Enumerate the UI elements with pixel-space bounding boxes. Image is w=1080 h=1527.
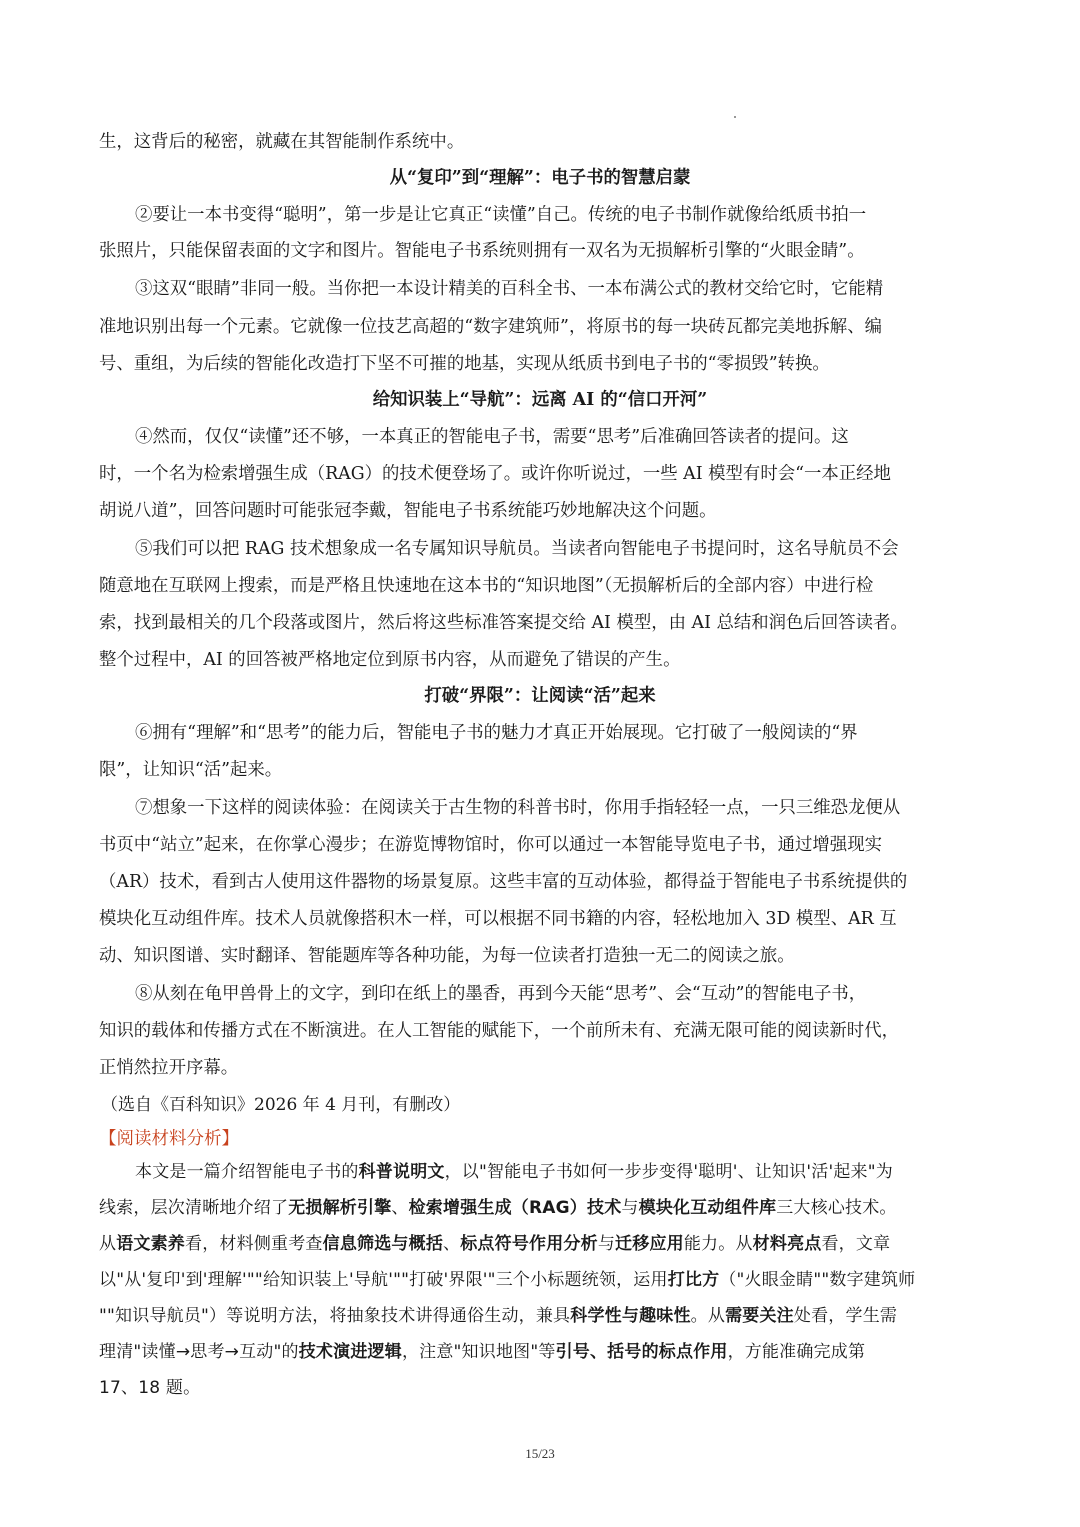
analysis-text: 处看，学生需 bbox=[793, 1306, 898, 1326]
paragraph-6-line-2: 限”，让知识“活”起来。 bbox=[99, 760, 283, 780]
analysis-title: 【阅读材料分析】 bbox=[99, 1129, 239, 1149]
analysis-text: 以"从'复印'到'理解'""给知识装上'导航'""打破'界限'"三个小标题统领，运用 bbox=[99, 1270, 668, 1290]
section-heading-1: 从“复印”到“理解”：电子书的智慧启蒙 bbox=[389, 168, 691, 188]
analysis-bold: 信息筛选与概括 bbox=[322, 1234, 444, 1254]
analysis-line-2 bbox=[99, 1196, 1080, 1220]
analysis-bold: 迁移应用 bbox=[615, 1234, 684, 1254]
analysis-line-6 bbox=[99, 1340, 1080, 1364]
paragraph-5-line-4: 整个过程中，AI 的回答被严格地定位到原书内容，从而避免了错误的产生。 bbox=[99, 650, 681, 670]
analysis-bold: 材料亮点 bbox=[752, 1234, 822, 1254]
analysis-text: 与 bbox=[597, 1234, 616, 1254]
analysis-text: 三大核心技术。 bbox=[776, 1198, 897, 1218]
paragraph-7-line-4: 模块化互动组件库。技术人员就像搭积木一样，可以根据不同书籍的内容，轻松地加入 3D 模型、AR 互 bbox=[99, 909, 897, 929]
analysis-text: 线索，层次清晰地介绍了 bbox=[99, 1198, 289, 1218]
analysis-text: ""知识导航员"）等说明方法，将抽象技术讲得通俗生动，兼具 bbox=[99, 1306, 571, 1326]
analysis-text: 理清"读懂→思考→互动"的 bbox=[99, 1342, 299, 1362]
analysis-bold: 科学性与趣味性 bbox=[570, 1306, 691, 1326]
section-heading-3: 打破“界限”：让阅读“活”起来 bbox=[424, 686, 656, 706]
analysis-text: 、 bbox=[391, 1198, 409, 1218]
paragraph-6-line-1: ⑥拥有“理解”和“思考”的能力后，智能电子书的魅力才真正开始展现。它打破了一般阅读的“界 bbox=[135, 723, 858, 743]
analysis-text: 、 bbox=[443, 1234, 461, 1254]
analysis-line-7: 17、18 题。 bbox=[99, 1378, 201, 1398]
paragraph-7-line-5: 动、知识图谱、实时翻译、智能题库等各种功能，为每一位读者打造独一无二的阅读之旅。 bbox=[99, 946, 795, 966]
paragraph-2-line-2: 张照片，只能保留表面的文字和图片。智能电子书系统则拥有一双名为无损解析引擎的“火眼金睛”。 bbox=[99, 241, 865, 261]
section-heading-2: 给知识装上“导航”：远离 AI 的“信口开河” bbox=[372, 390, 708, 410]
analysis-bold: 无损解析引擎 bbox=[288, 1198, 392, 1218]
analysis-text: 看，文章 bbox=[821, 1234, 891, 1254]
analysis-line-1 bbox=[135, 1160, 1080, 1184]
intro-tail-line: 生，这背后的秘密，就藏在其智能制作系统中。 bbox=[99, 132, 465, 152]
analysis-line-5 bbox=[99, 1304, 1080, 1328]
paragraph-7-line-3: （AR）技术，看到古人使用这件器物的场景复原。这些丰富的互动体验，都得益于智能电子书系统提供的 bbox=[99, 872, 908, 892]
paragraph-4-line-2: 时，一个名为检索增强生成（RAG）的技术便登场了。或许你听说过，一些 AI 模型有时会“一本正经地 bbox=[99, 464, 891, 484]
paragraph-3-line-2: 准地识别出每一个元素。它就像一位技艺高超的“数字建筑师”，将原书的每一块砖瓦都完美地拆解、编 bbox=[99, 317, 882, 337]
analysis-text: 与 bbox=[621, 1198, 639, 1218]
analysis-bold: 科普说明文 bbox=[358, 1162, 445, 1182]
analysis-line-4 bbox=[99, 1268, 1080, 1292]
paragraph-3-line-1: ③这双“眼睛”非同一般。当你把一本设计精美的百科全书、一本布满公式的教材交给它时，它能精 bbox=[135, 279, 884, 299]
page-number: 15/23 bbox=[525, 1446, 555, 1461]
analysis-text: 本文是一篇介绍智能电子书的 bbox=[135, 1162, 359, 1182]
analysis-bold: 技术演进逻辑 bbox=[298, 1342, 402, 1362]
analysis-bold: 检索增强生成（RAG）技术 bbox=[408, 1198, 622, 1218]
paragraph-4-line-1: ④然而，仅仅“读懂”还不够，一本真正的智能电子书，需要“思考”后准确回答读者的提问。这 bbox=[135, 427, 849, 447]
paragraph-7-line-2: 书页中“站立”起来，在你掌心漫步；在游览博物馆时，你可以通过一本智能导览电子书，通过增强现实 bbox=[99, 835, 882, 855]
paragraph-8-line-3: 正悄然拉开序幕。 bbox=[99, 1058, 239, 1078]
source-citation: （选自《百科知识》2026 年 4 月刊，有删改） bbox=[101, 1095, 461, 1115]
paragraph-4-line-3: 胡说八道”，回答问题时可能张冠李戴，智能电子书系统能巧妙地解决这个问题。 bbox=[99, 501, 717, 521]
analysis-text: ，方能准确完成第 bbox=[727, 1342, 866, 1362]
analysis-bold: 需要关注 bbox=[725, 1306, 794, 1326]
analysis-line-3 bbox=[99, 1232, 1080, 1256]
analysis-bold: 打比方 bbox=[667, 1270, 720, 1290]
paragraph-5-line-3: 索，找到最相关的几个段落或图片，然后将这些标准答案提交给 AI 模型，由 AI 总结和润色后回答读者。 bbox=[99, 613, 908, 633]
analysis-bold: 标点符号作用分析 bbox=[460, 1234, 598, 1254]
analysis-bold: 引号、括号的标点作用 bbox=[555, 1342, 728, 1362]
analysis-text: ，注意"知识地图"等 bbox=[401, 1342, 556, 1362]
analysis-bold: 模块化互动组件库 bbox=[638, 1198, 777, 1218]
paragraph-5-line-1: ⑤我们可以把 RAG 技术想象成一名专属知识导航员。当读者向智能电子书提问时，这名导航员不会 bbox=[135, 539, 899, 559]
analysis-bold: 语文素养 bbox=[116, 1234, 186, 1254]
scan-speck bbox=[734, 116, 736, 118]
paragraph-5-line-2: 随意地在互联网上搜索，而是严格且快速地在这本书的“知识地图”（无损解析后的全部内容）中进行检 bbox=[99, 576, 874, 596]
paragraph-8-line-1: ⑧从刻在龟甲兽骨上的文字，到印在纸上的墨香，再到今天能“思考”、会“互动”的智能电子书， bbox=[135, 984, 867, 1004]
analysis-text: 能力。从 bbox=[683, 1234, 753, 1254]
analysis-text: 看，材料侧重考查 bbox=[185, 1234, 323, 1254]
analysis-text: 。从 bbox=[690, 1306, 726, 1326]
paragraph-2-line-1: ②要让一本书变得“聪明”，第一步是让它真正“读懂”自己。传统的电子书制作就像给纸质书拍一 bbox=[135, 205, 867, 225]
paragraph-8-line-2: 知识的载体和传播方式在不断演进。在人工智能的赋能下，一个前所未有、充满无限可能的阅读新时代， bbox=[99, 1021, 899, 1041]
analysis-text: 从 bbox=[99, 1234, 117, 1254]
paragraph-7-line-1: ⑦想象一下这样的阅读体验：在阅读关于古生物的科普书时，你用手指轻轻一点，一只三维恐龙便从 bbox=[135, 798, 901, 818]
analysis-text: （"火眼金睛""数字建筑师 bbox=[719, 1270, 916, 1290]
paragraph-3-line-3: 号、重组，为后续的智能化改造打下坚不可摧的地基，实现从纸质书到电子书的“零损毁”转换。 bbox=[99, 354, 830, 374]
analysis-text: ，以"智能电子书如何一步步变得'聪明'、让知识'活'起来"为 bbox=[444, 1162, 893, 1182]
